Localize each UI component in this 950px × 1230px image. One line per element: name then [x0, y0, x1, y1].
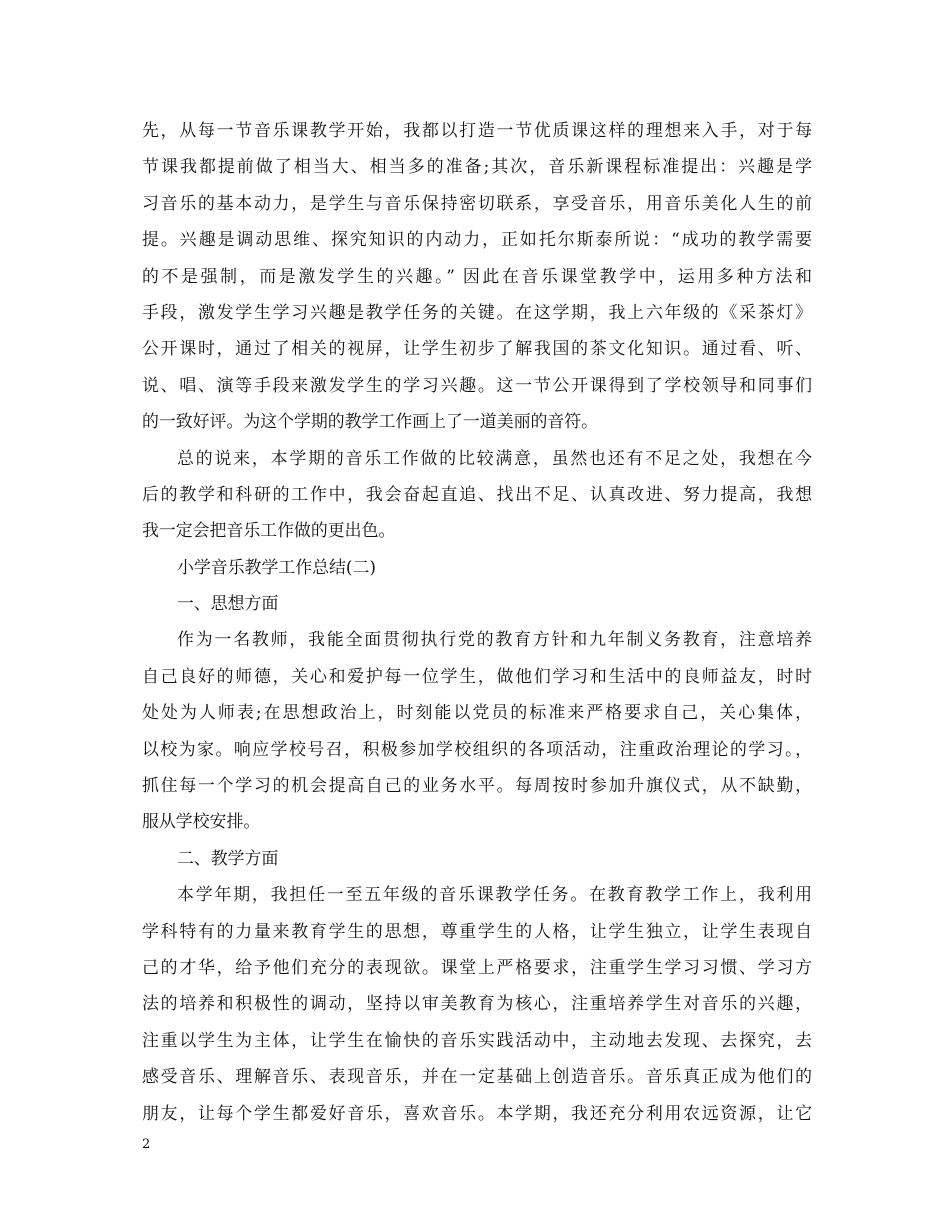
text-line: 提。兴趣是调动思维、探究知识的内动力，正如托尔斯泰所说：“成功的教学需要 — [142, 229, 812, 250]
document-body — [142, 112, 812, 1131]
section-heading: 一、思想方面 — [177, 593, 279, 614]
text-line: 先，从每一节音乐课教学开始，我都以打造一节优质课这样的理想来入手，对于每 — [142, 120, 812, 140]
page-number: 2 — [142, 1137, 151, 1152]
text-line: 公开课时，通过了相关的视屏，让学生初步了解我国的茶文化知识。通过看、听、 — [142, 338, 812, 359]
text-line: 的不是强制，而是激发学生的兴趣。” 因此在音乐课堂教学中，运用多种方法和 — [142, 265, 812, 286]
text-line: 己的才华，给予他们充分的表现欲。课堂上严格要求，注重学生学习习惯、学习方 — [142, 956, 812, 977]
text-line: 的一致好评。为这个学期的教学工作画上了一道美丽的音符。 — [142, 411, 599, 432]
text-line: 服从学校安排。 — [142, 811, 261, 832]
text-line: 节课我都提前做了相当大、相当多的准备;其次，音乐新课程标准提出：兴趣是学 — [142, 156, 812, 177]
paragraph-first-line: 作为一名教师，我能全面贯彻执行党的教育方针和九年制义务教育，注意培养 — [177, 629, 812, 650]
text-line: 学科特有的力量来教育学生的思想，尊重学生的人格，让学生独立，让学生表现自 — [142, 920, 812, 941]
text-line: 以校为家。响应学校号召，积极参加学校组织的各项活动，注重政治理论的学习。， — [142, 738, 812, 759]
section-heading: 二、教学方面 — [177, 847, 279, 868]
text-line: 后的教学和科研的工作中，我会奋起直追、找出不足、认真改进、努力提高，我想 — [142, 483, 812, 504]
text-line: 朋友，让每个学生都爱好音乐，喜欢音乐。本学期，我还充分利用农远资源，让它 — [142, 1102, 812, 1123]
text-line: 自己良好的师德，关心和爱护每一位学生，做他们学习和生活中的良师益友，时时 — [142, 665, 812, 686]
text-line: 注重以学生为主体，让学生在愉快的音乐实践活动中，主动地去发现、去探究，去 — [142, 1029, 812, 1050]
section-title: 小学音乐教学工作总结(二) — [177, 556, 376, 577]
text-line: 处处为人师表;在思想政治上，时刻能以党员的标准来严格要求自己，关心集体， — [142, 702, 812, 723]
text-line: 法的培养和积极性的调动，坚持以审美教育为核心，注重培养学生对音乐的兴趣， — [142, 993, 812, 1014]
text-line: 感受音乐、理解音乐、表现音乐，并在一定基础上创造音乐。音乐真正成为他们的 — [142, 1066, 812, 1087]
text-line: 说、唱、演等手段来激发学生的学习兴趣。这一节公开课得到了学校领导和同事们 — [142, 374, 812, 395]
paragraph-first-line: 总的说来，本学期的音乐工作做的比较满意，虽然也还有不足之处，我想在今 — [177, 447, 812, 468]
text-line: 手段，激发学生学习兴趣是教学任务的关键。在这学期，我上六年级的《采茶灯》 — [142, 301, 812, 322]
paragraph-first-line: 本学年期，我担任一至五年级的音乐课教学任务。在教育教学工作上，我利用 — [177, 884, 812, 905]
text-line: 抓住每一个学习的机会提高自己的业务水平。每周按时参加升旗仪式，从不缺勤， — [142, 775, 812, 796]
text-line: 习音乐的基本动力，是学生与音乐保持密切联系，享受音乐，用音乐美化人生的前 — [142, 192, 812, 213]
text-line: 我一定会把音乐工作做的更出色。 — [142, 520, 396, 541]
